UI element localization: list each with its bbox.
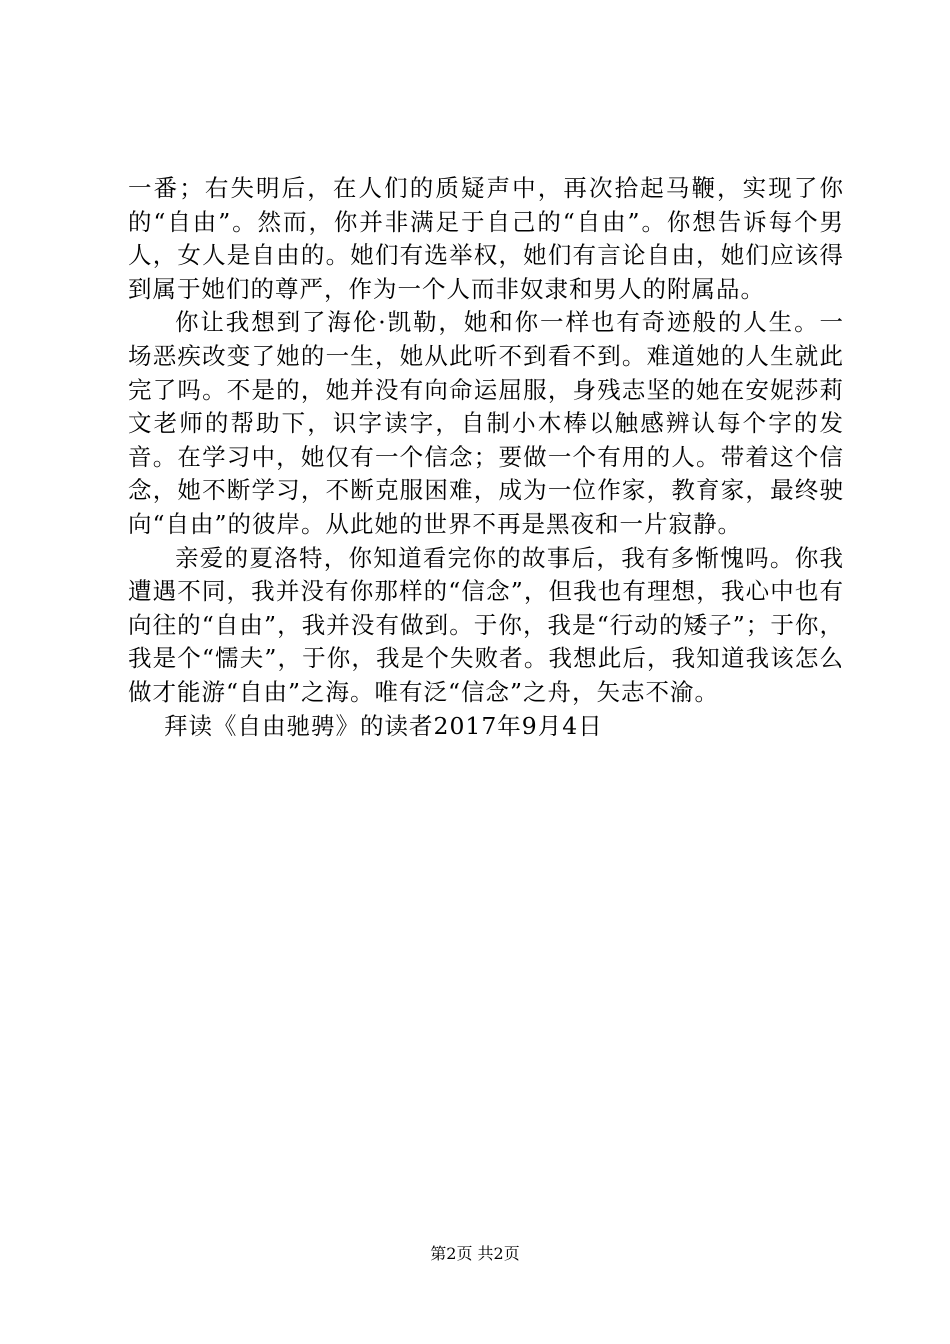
page-footer: 第2页 共2页	[430, 1244, 520, 1263]
paragraph-3: 亲爱的夏洛特，你知道看完你的故事后，我有多惭愧吗。你我遭遇不同，我并没有你那样的“信念”，但我也有理想，我心中也有向往的“自由”，我并没有做到。于你，我是“行动的矮子”；于你，我是个“懦夫”，于你，我是个失败者。我想此后，我知道我该怎么做才能游“自由”之海。唯有泛“信念”之舟，矢志不渝。	[128, 543, 844, 706]
signature-line: 拜读《自由驰骋》的读者2017年9月4日	[164, 711, 603, 740]
paragraph-2: 你让我想到了海伦·凯勒，她和你一样也有奇迹般的人生。一场恶疾改变了她的一生，她从此听不到看不到。难道她的人生就此完了吗。不是的，她并没有向命运屈服，身残志坚的她在安妮莎莉文老师的帮助下，识字读字，自制小木棒以触感辨认每个字的发音。在学习中，她仅有一个信念；要做一个有用的人。带着这个信念，她不断学习，不断克服困难，成为一位作家，教育家，最终驶向“自由”的彼岸。从此她的世界不再是黑夜和一片寂静。	[128, 308, 844, 538]
paragraph-1: 一番；右失明后，在人们的质疑声中，再次拾起马鞭，实现了你的“自由”。然而，你并非满足于自己的“自由”。你想告诉每个男人，女人是自由的。她们有选举权，她们有言论自由，她们应该得到属于她们的尊严，作为一个人而非奴隶和男人的附属品。	[128, 174, 844, 303]
document-body	[128, 172, 844, 743]
